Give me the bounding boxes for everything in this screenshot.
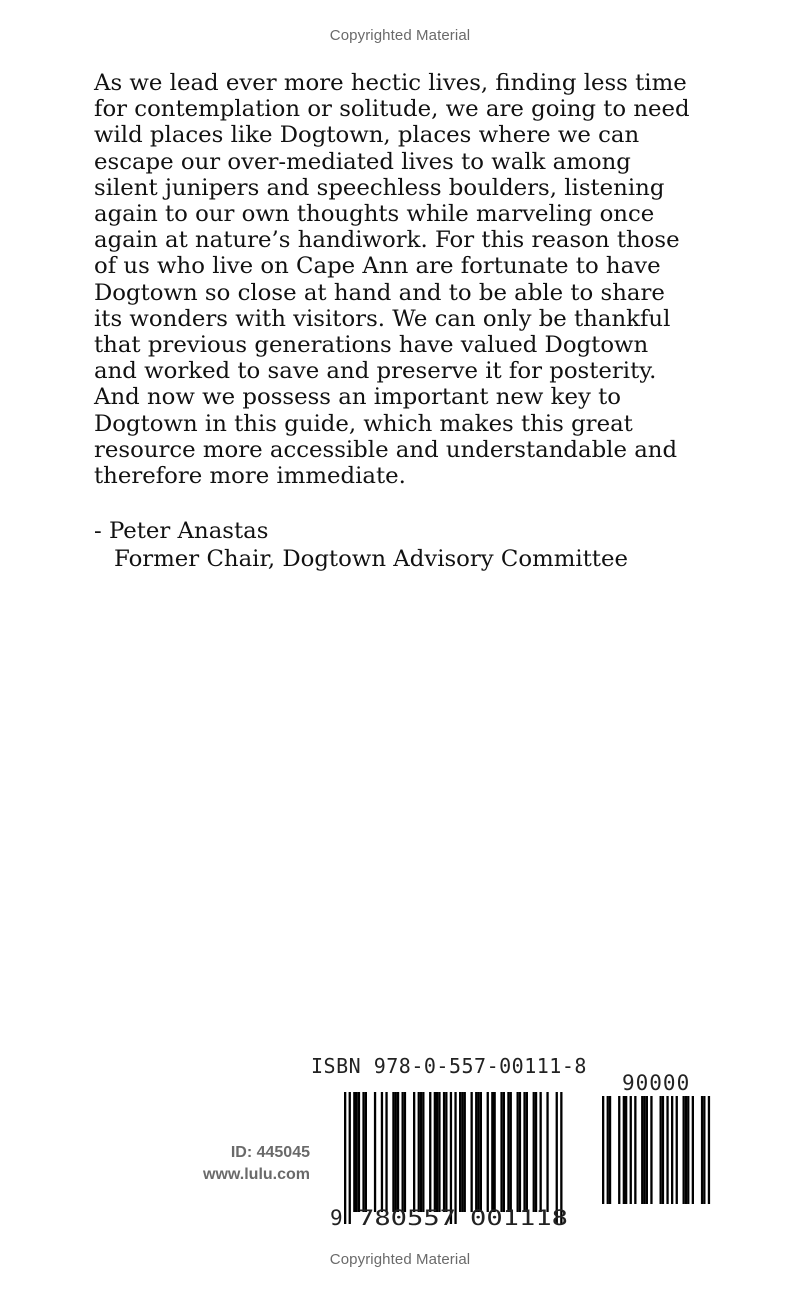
- barcode-bar: [445, 1092, 447, 1212]
- quote-line: that previous generations have valued Dogtown: [94, 332, 649, 359]
- barcode-bar: [500, 1092, 502, 1212]
- quote-line: of us who live on Cape Ann are fortunate to have: [94, 253, 661, 280]
- addon-bar: [602, 1096, 604, 1204]
- addon-bar: [625, 1096, 627, 1204]
- barcode-bar: [422, 1092, 424, 1212]
- attribution-name: - Peter Anastas: [94, 518, 269, 544]
- isbn-label: ISBN 978-0-557-00111-8: [311, 1054, 587, 1078]
- addon-bar: [683, 1096, 685, 1204]
- barcode-bar: [395, 1092, 397, 1212]
- addon-bar: [692, 1096, 694, 1204]
- addon-code: 90000: [622, 1071, 691, 1095]
- addon-barcode-bars: [602, 1096, 710, 1204]
- barcode-bar: [526, 1092, 528, 1212]
- barcode-bar: [510, 1092, 512, 1212]
- barcode-bar: [404, 1092, 406, 1212]
- barcode-bar: [374, 1092, 376, 1212]
- barcode-bar: [365, 1092, 367, 1212]
- addon-bar: [701, 1096, 703, 1204]
- addon-bar: [643, 1096, 645, 1204]
- barcode-bar: [464, 1092, 466, 1212]
- quote-line: escape our over-mediated lives to walk among: [94, 148, 631, 175]
- barcode-bar: [540, 1092, 542, 1212]
- ean-barcode-bars: [344, 1092, 563, 1224]
- addon-bar: [641, 1096, 643, 1204]
- barcode-bar: [436, 1092, 438, 1212]
- barcode-bar: [402, 1092, 404, 1212]
- quote-line: silent junipers and speechless boulders, listening: [94, 174, 665, 201]
- printer-id: ID: 445045: [230, 1144, 310, 1161]
- barcode-bar: [381, 1092, 383, 1212]
- addon-bar: [634, 1096, 636, 1204]
- addon-bar: [685, 1096, 687, 1204]
- quote-line: for contemplation or solitude, we are going to need: [94, 96, 690, 123]
- addon-bar: [708, 1096, 710, 1204]
- barcode-bar: [461, 1092, 463, 1212]
- addon-bar: [630, 1096, 632, 1204]
- barcode-bar: [362, 1092, 364, 1212]
- barcode-bar: [487, 1092, 489, 1212]
- quote-line: and worked to save and preserve it for posterity.: [94, 358, 657, 385]
- addon-bar: [703, 1096, 705, 1204]
- quote-line: therefore more immediate.: [94, 463, 406, 490]
- barcode-bar: [471, 1092, 473, 1212]
- barcode-bar: [459, 1092, 461, 1212]
- quote-line: As we lead ever more hectic lives, finding less time: [94, 70, 687, 96]
- barcode-bar: [503, 1092, 505, 1212]
- barcode-bar: [397, 1092, 399, 1212]
- barcode-bar: [454, 1092, 456, 1224]
- barcode-bar: [443, 1092, 445, 1212]
- quote-line: wild places like Dogtown, places where we can: [94, 122, 640, 149]
- quote-paragraph: [94, 70, 734, 489]
- barcode-bar: [392, 1092, 394, 1212]
- barcode-bar: [438, 1092, 440, 1212]
- addon-bar: [660, 1096, 662, 1204]
- copyright-header: Copyrighted Material: [329, 27, 471, 44]
- ean-first-digit: 9: [330, 1206, 343, 1230]
- barcode-bar: [546, 1092, 548, 1212]
- barcode-bar: [480, 1092, 482, 1212]
- addon-bar: [662, 1096, 664, 1204]
- addon-bar: [623, 1096, 625, 1204]
- barcode-bar: [491, 1092, 493, 1212]
- barcode-bar: [560, 1092, 562, 1224]
- quote-line: its wonders with visitors. We can only be thankful: [94, 305, 671, 332]
- barcode-bar: [477, 1092, 479, 1212]
- quote-line: again to our own thoughts while marveling once: [94, 201, 655, 228]
- quote-line: resource more accessible and understandable and: [94, 436, 678, 463]
- printer-info: [160, 1142, 310, 1186]
- barcode-bar: [535, 1092, 537, 1212]
- copyright-footer: Copyrighted Material: [329, 1251, 471, 1268]
- barcode-bar: [494, 1092, 496, 1212]
- addon-bar: [687, 1096, 689, 1204]
- barcode-bar: [358, 1092, 360, 1212]
- addon-bar: [618, 1096, 620, 1204]
- quote-line: And now we possess an important new key to: [94, 384, 621, 411]
- addon-bar: [607, 1096, 609, 1204]
- attribution: [94, 517, 628, 573]
- addon-bar: [646, 1096, 648, 1204]
- barcode-bar: [475, 1092, 477, 1212]
- barcode-bar: [533, 1092, 535, 1212]
- quote-line: Dogtown so close at hand and to be able to share: [94, 279, 665, 306]
- attribution-role: Former Chair, Dogtown Advisory Committee: [114, 546, 628, 572]
- barcode-bar: [556, 1092, 558, 1224]
- ean-right-digits: 001118: [470, 1206, 568, 1230]
- printer-website: www.lulu.com: [203, 1166, 310, 1183]
- addon-bar: [671, 1096, 673, 1204]
- barcode-bar: [420, 1092, 422, 1212]
- barcode-bar: [523, 1092, 525, 1212]
- addon-bar: [676, 1096, 678, 1204]
- ean-left-digits: 780557: [358, 1206, 456, 1230]
- barcode-bar: [356, 1092, 358, 1212]
- barcode-bar: [344, 1092, 346, 1224]
- barcode-bar: [434, 1092, 436, 1212]
- barcode-bar: [385, 1092, 387, 1212]
- barcode-bar: [450, 1092, 452, 1224]
- isbn-barcode: [330, 1092, 725, 1234]
- quote-line: again at nature’s handiwork. For this reason those: [94, 227, 680, 254]
- barcode-bar: [507, 1092, 509, 1212]
- barcode-bar: [429, 1092, 431, 1212]
- barcode-bar: [519, 1092, 521, 1212]
- addon-bar: [666, 1096, 668, 1204]
- barcode-bar: [517, 1092, 519, 1212]
- addon-bar: [609, 1096, 611, 1204]
- addon-bar: [650, 1096, 652, 1204]
- barcode-bar: [353, 1092, 355, 1212]
- barcode-bar: [418, 1092, 420, 1212]
- quote-line: Dogtown in this guide, which makes this great: [94, 410, 633, 437]
- barcode-bar: [413, 1092, 415, 1212]
- barcode-bar: [349, 1092, 351, 1224]
